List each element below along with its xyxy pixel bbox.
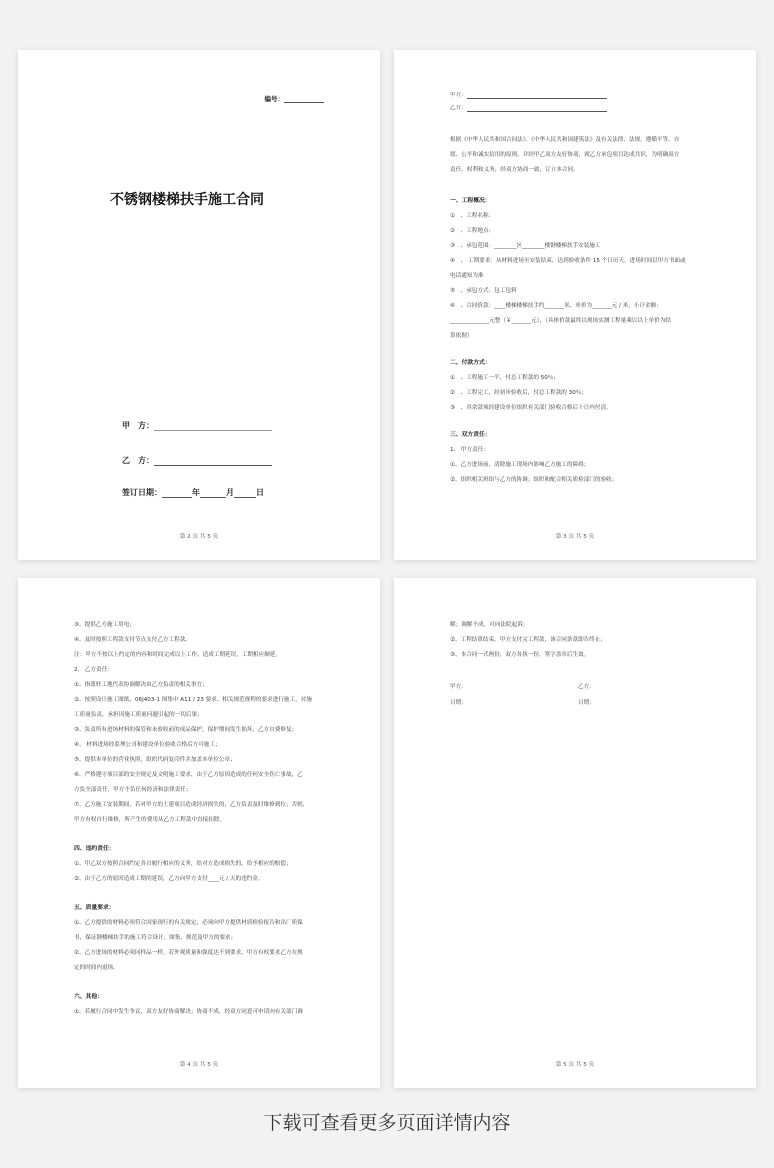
list-item: ⑦、乙方施工安装期间，若对甲方的土建项目造成经济损失的，乙方负责及时维修到位；否则， [74, 802, 309, 808]
list-item: ① 、工程施工一半，付总工程款的 50％； [450, 375, 560, 381]
page-cover [18, 50, 380, 560]
list-item: 解；调解不成，可向法院起诉； [450, 622, 529, 628]
intro-line: 根据《中华人民共和国合同法》、《中华人民共和国建筑法》及有关法律、法规，遵循平等、自 [450, 137, 680, 143]
party-b-row [122, 455, 272, 466]
list-item: ④、 材料进场经监理公司和建设单位验收合格后方可施工； [74, 742, 221, 748]
list-item: 书，保证钢楼梯扶手的施工符合设计、图集、规范及甲方的要求； [74, 935, 237, 941]
section-heading: 一、工程概况： [450, 198, 491, 204]
party-a-label: 甲 方： [122, 421, 154, 430]
list-item: ⑥、严格遵守项目部的安全规定及文明施工要求，由于乙方原因造成的任何安全伤亡事故，乙 [74, 772, 303, 778]
list-item: ①、乙方进场前，清除施工现场内影响乙方施工的障碍； [450, 462, 590, 468]
sign-date-label: 签订日期： [122, 488, 162, 497]
list-item: ①、乙方提供的材料必须符合国家现行的有关规定，必须向甲方提供材质检验报告和出厂质保 [74, 920, 303, 926]
party-a-sign: 甲方： [450, 684, 467, 690]
intro-line: 责任、权利和义务，经双方协商一致，订立本合同。 [450, 167, 579, 173]
list-item: ④、及时按照工程款支付节点支付乙方工程款。 [74, 637, 191, 643]
list-item: 工质量负责，承担因施工质量问题引起的一切后果； [74, 712, 203, 718]
list-item: 电话通知为准 [450, 273, 484, 279]
list-item: ⑤、提供本单位的营业执照，组织代码复印件并加盖本单位公章； [74, 757, 236, 763]
sign-date-row [122, 487, 264, 498]
serial-number [265, 94, 325, 103]
party-b-date: 日期： [578, 700, 595, 706]
list-item: ②、组织相关班组与乙方的协调；组织和配合相关质检部门的验收； [450, 477, 618, 483]
section-heading: 二、付款方式： [450, 360, 491, 366]
list-item: 定的时间内退场。 [74, 965, 119, 971]
list-item: 2、 乙方责任： [74, 667, 113, 673]
page-footer: 第 2 页 共 5 页 [179, 534, 219, 540]
list-item: ② 、工程地点： [450, 228, 495, 234]
page-footer: 第 4 页 共 5 页 [179, 1062, 219, 1068]
list-item: ④ 、 工期要求：从材料进场至安装结束，达到验收条件 15 个日历天，进场时间以甲方书面或 [450, 258, 686, 264]
party-a-line: 甲方： [450, 92, 750, 99]
list-item: 方负全部责任，甲方不负任何经济和法律责任； [74, 787, 192, 793]
party-a-date: 日期： [450, 700, 467, 706]
list-item: 算依据） [450, 333, 473, 339]
serial-label: 编号： [264, 95, 284, 103]
list-item: 注：甲方不按以上约定的内容和时间完成以上工作，造成工期延误，工期相应顺延。 [74, 652, 281, 658]
list-item: ②、工程结算结束，甲方支付完工程款，该合同条款即告终止； [450, 637, 607, 643]
list-item: ⑥ 、合同价款：____楼梯楼梯扶手约_______米，单价为_______元 / 米，小计金额： [450, 303, 662, 309]
party-a-blank [154, 430, 272, 431]
page-5 [394, 578, 756, 1088]
party-b-label: 乙 方： [122, 456, 154, 465]
list-item: ⑤ 、承包方式：包工包料 [450, 288, 517, 294]
page-footer: 第 5 页 共 5 页 [555, 1062, 595, 1068]
list-item: ①、甲乙双方按照合同约定各自履行相应的义务，给对方造成损失的，给予相应的赔偿； [74, 861, 292, 867]
list-item: ②、乙方进场的材料必须同样品一样，若外观质量和强度达不到要求，甲方有权要求乙方在规 [74, 950, 303, 956]
list-item: ______________元整（￥_______元），（具体价款最终以现场实测工程量乘以以上单价为结 [450, 318, 671, 324]
list-item: ③ 、其余款项经建设单位组织有关部门验收合格后十日内付清。 [450, 405, 612, 411]
page-3-body [450, 92, 750, 488]
section-heading: 四、违约责任： [74, 846, 115, 852]
page-4 [18, 578, 380, 1088]
list-item: 甲方有权自行维修，所产生的费用从乙方工程款中直接扣除。 [74, 817, 226, 823]
day-label: 日 [256, 488, 264, 497]
party-b-blank [154, 465, 272, 466]
page-3 [394, 50, 756, 560]
download-caption[interactable]: 下载可查看更多页面详情内容 [263, 1112, 511, 1134]
list-item: ①、指派驻工地代表协调解决由乙方负责的相关事宜； [74, 682, 208, 688]
serial-blank [284, 102, 324, 103]
list-item: ③、提供乙方施工用电； [74, 622, 135, 628]
intro-line: 愿、公平和诚实信用的原则，并经甲乙双方友好协商，就乙方承包项目达成共识，为明确双方 [450, 152, 680, 158]
party-a-row [122, 420, 272, 431]
list-item: ②、由于乙方的原因造成工期的延误，乙方向甲方支付____元 / 天的违约金。 [74, 876, 264, 882]
section-heading: 六、其他： [74, 994, 103, 1000]
section-heading: 五、质量要求： [74, 905, 115, 911]
section-heading: 三、双方责任： [450, 432, 491, 438]
party-b-line: 乙方： [450, 105, 750, 112]
month-label: 月 [226, 488, 234, 497]
contract-title: 不锈钢楼梯扶手施工合同 [110, 192, 264, 208]
list-item: ①、若履行合同中发生争议，双方友好协商解决；协商不成，经双方同意可申请向有关部门调 [74, 1009, 303, 1015]
page-4-body [74, 618, 380, 1020]
page-footer: 第 3 页 共 5 页 [555, 534, 595, 540]
list-item: ③、本合同一式两份，双方各执一份，签字盖章后生效。 [450, 652, 590, 658]
list-item: ② 、工程完工，经初步验收后，付总工程款的 30％； [450, 390, 587, 396]
list-item: 1、 甲方责任： [450, 447, 489, 453]
list-item: ③、负责所有进场材料的保管和未验收前的成品保护，保护期间发生损坏，乙方自费修复； [74, 727, 298, 733]
list-item: ③ 、承包范围：________区________楼钢楼梯扶手安装施工 [450, 243, 601, 249]
year-label: 年 [192, 488, 200, 497]
page-5-body [450, 618, 750, 663]
list-item: ②、按照设计施工图纸、06J403-1 图集中 A11 / 23 要求、相关规范规程的要求进行施工，对施 [74, 697, 312, 703]
party-b-sign: 乙方： [578, 684, 595, 690]
list-item: ① 、工程名称： [450, 213, 495, 219]
